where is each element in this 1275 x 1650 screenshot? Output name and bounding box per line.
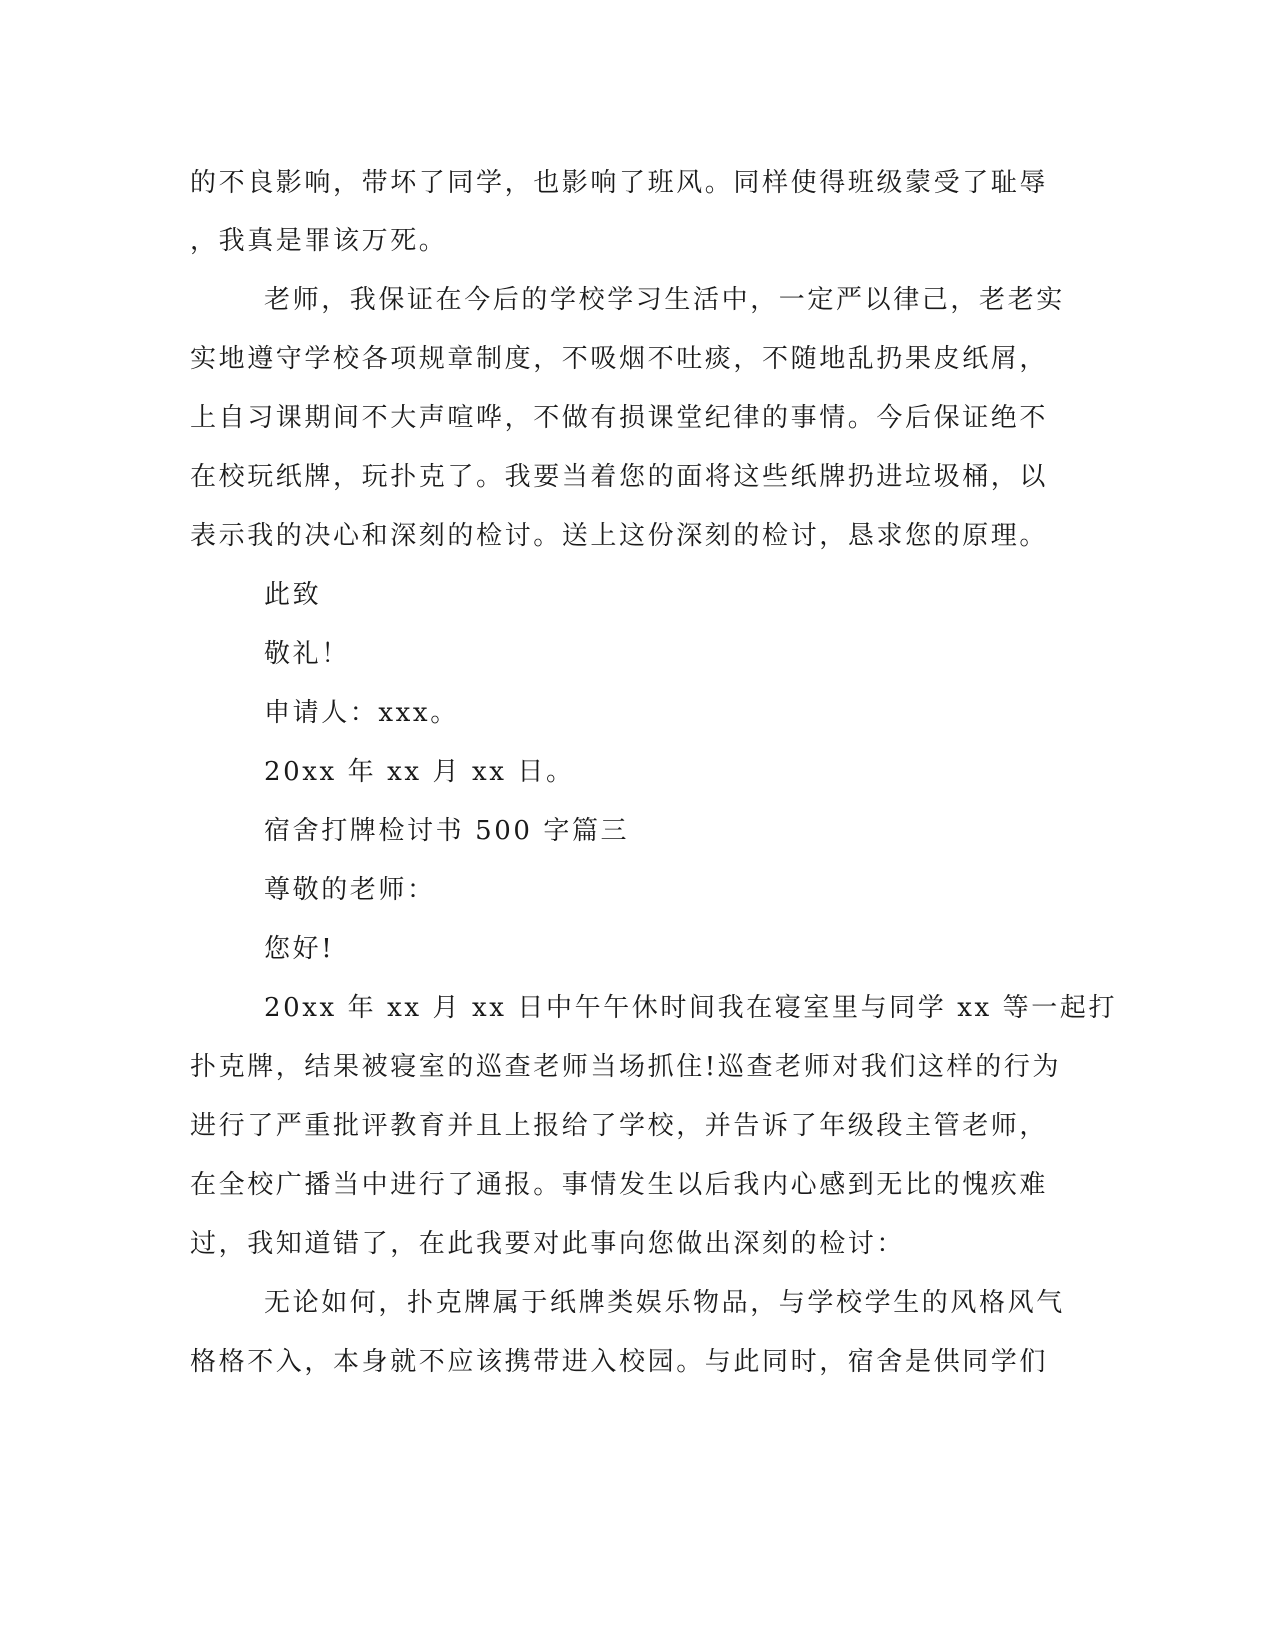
paragraph-promise-line-4: 在校玩纸牌，玩扑克了。我要当着您的面将这些纸牌扔进垃圾桶，以 xyxy=(190,462,1049,492)
closing-salutation: 此致 xyxy=(264,580,322,610)
closing-regards: 敬礼！ xyxy=(264,639,350,669)
paragraph-incident-line-1: 20xx 年 xx 月 xx 日中午午休时间我在寝室里与同学 xx 等一起打 xyxy=(264,993,1118,1023)
paragraph-reflection-line-2: 格格不入，本身就不应该携带进入校园。与此同时，宿舍是供同学们 xyxy=(190,1347,1049,1377)
applicant-signature: 申请人：xxx。 xyxy=(264,698,459,728)
paragraph-incident-line-4: 在全校广播当中进行了通报。事情发生以后我内心感到无比的愧疚难 xyxy=(190,1170,1049,1200)
paragraph-promise-line-2: 实地遵守学校各项规章制度，不吸烟不吐痰，不随地乱扔果皮纸屑， xyxy=(190,344,1049,374)
text-line-2: ，我真是罪该万死。 xyxy=(190,226,448,256)
paragraph-promise-line-1: 老师，我保证在今后的学校学习生活中，一定严以律己，老老实 xyxy=(264,285,1065,315)
paragraph-incident-line-2: 扑克牌，结果被寝室的巡查老师当场抓住!巡查老师对我们这样的行为 xyxy=(190,1052,1062,1082)
letter-greeting: 尊敬的老师： xyxy=(264,875,436,905)
letter-hello: 您好! xyxy=(264,934,335,964)
paragraph-incident-line-5: 过，我知道错了，在此我要对此事向您做出深刻的检讨： xyxy=(190,1229,906,1259)
paragraph-reflection-line-1: 无论如何，扑克牌属于纸牌类娱乐物品，与学校学生的风格风气 xyxy=(264,1288,1065,1318)
paragraph-promise-line-3: 上自习课期间不大声喧哗，不做有损课堂纪律的事情。今后保证绝不 xyxy=(190,403,1049,433)
text-line-1: 的不良影响，带坏了同学，也影响了班风。同样使得班级蒙受了耻辱 xyxy=(190,168,1049,198)
paragraph-incident-line-3: 进行了严重批评教育并且上报给了学校，并告诉了年级段主管老师， xyxy=(190,1111,1049,1141)
date-line: 20xx 年 xx 月 xx 日。 xyxy=(264,757,575,787)
section-heading: 宿舍打牌检讨书 500 字篇三 xyxy=(264,816,630,846)
paragraph-promise-line-5: 表示我的决心和深刻的检讨。送上这份深刻的检讨，恳求您的原理。 xyxy=(190,521,1049,551)
